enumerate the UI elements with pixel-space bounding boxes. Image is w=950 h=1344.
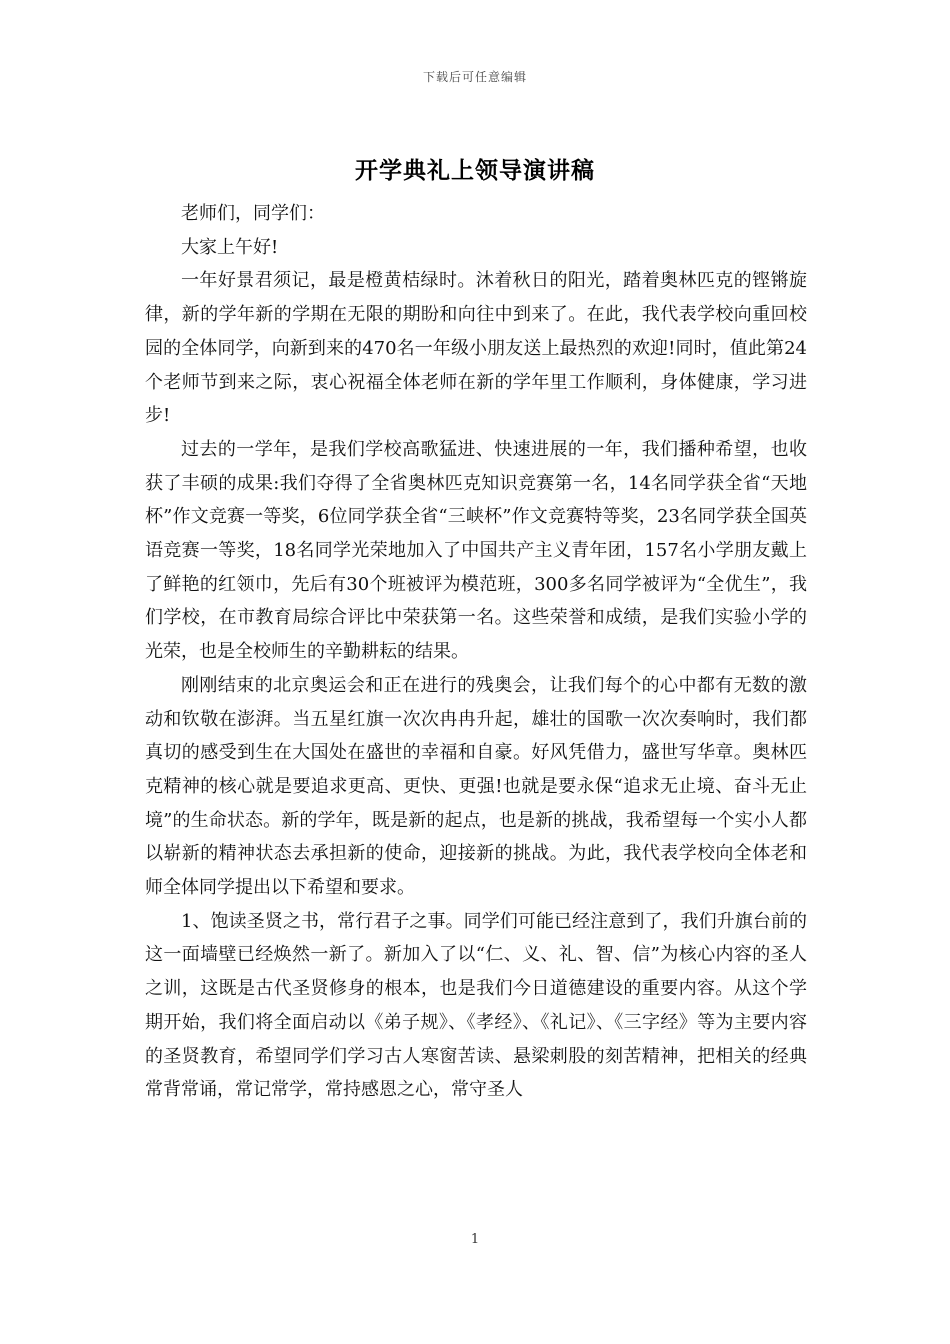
paragraph-olympics: 刚刚结束的北京奥运会和正在进行的残奥会，让我们每个的心中都有无数的激动和钦敬在澎湃。当五星红旗一次次冉冉升起，雄壮的国歌一次次奏响时，我们都真切的感受到生在大国处在盛世的幸福和自豪。好风凭借力，盛世写华章。奥林匹克精神的核心就是要追求更高、更快、更强!也就是要永保“追求无止境、奋斗无止境”的生命状态。新的学年，既是新的起点，也是新的挑战，我希望每一个实小人都以崭新的精神状态去承担新的使命，迎接新的挑战。为此，我代表学校向全体老和师全体同学提出以下希望和要求。: [145, 674, 807, 899]
paragraph-achievements: 过去的一学年，是我们学校高歌猛进、快速进展的一年，我们播种希望，也收获了丰硕的成果:我们夺得了全省奥林匹克知识竞赛第一名，14名同学获全省“天地杯”作文竞赛一等奖，6位同学获全省“三峡杯”作文竞赛特等奖，23名同学获全国英语竞赛一等奖，18名同学光荣地加入了中国共产主义青年团，157名小学朋友戴上了鲜艳的红领巾，先后有30个班被评为模范班，300多名同学被评为“全优生”，我们学校，在市教育局综合评比中荣获第一名。这些荣誉和成绩，是我们实验小学的光荣，也是全校师生的辛勤耕耘的结果。: [145, 438, 807, 663]
page-number: 1: [470, 1232, 480, 1247]
paragraph-requirement-1: 1、饱读圣贤之书，常行君子之事。同学们可能已经注意到了，我们升旗台前的这一面墙壁已经焕然一新了。新加入了以“仁、义、礼、智、信”为核心内容的圣人之训，这既是古代圣贤修身的根本，也是我们今日道德建设的重要内容。从这个学期开始，我们将全面启动以《弟子规》、《孝经》、《礼记》、《三字经》等为主要内容的圣贤教育，希望同学们学习古人寒窗苦读、悬梁刺股的刻苦精神，把相关的经典常背常诵，常记常学，常持感恩之心，常守圣人: [145, 910, 807, 1101]
paragraph-greeting: 大家上午好!: [181, 236, 279, 258]
document-body: [145, 197, 807, 1107]
header-note: 下载后可任意编辑: [422, 70, 527, 84]
paragraph-welcome: 一年好景君须记，最是橙黄桔绿时。沐着秋日的阳光，踏着奥林匹克的铿锵旋律，新的学年新的学期在无限的期盼和向往中到来了。在此，我代表学校向重回校园的全体同学，向新到来的470名一年级小朋友送上最热烈的欢迎!同时，值此第24个老师节到来之际，衷心祝福全体老师在新的学年里工作顺利，身体健康，学习进步!: [145, 270, 807, 427]
document-title: 开学典礼上领导演讲稿: [355, 157, 595, 184]
paragraph-salutation: 老师们，同学们：: [181, 203, 325, 224]
